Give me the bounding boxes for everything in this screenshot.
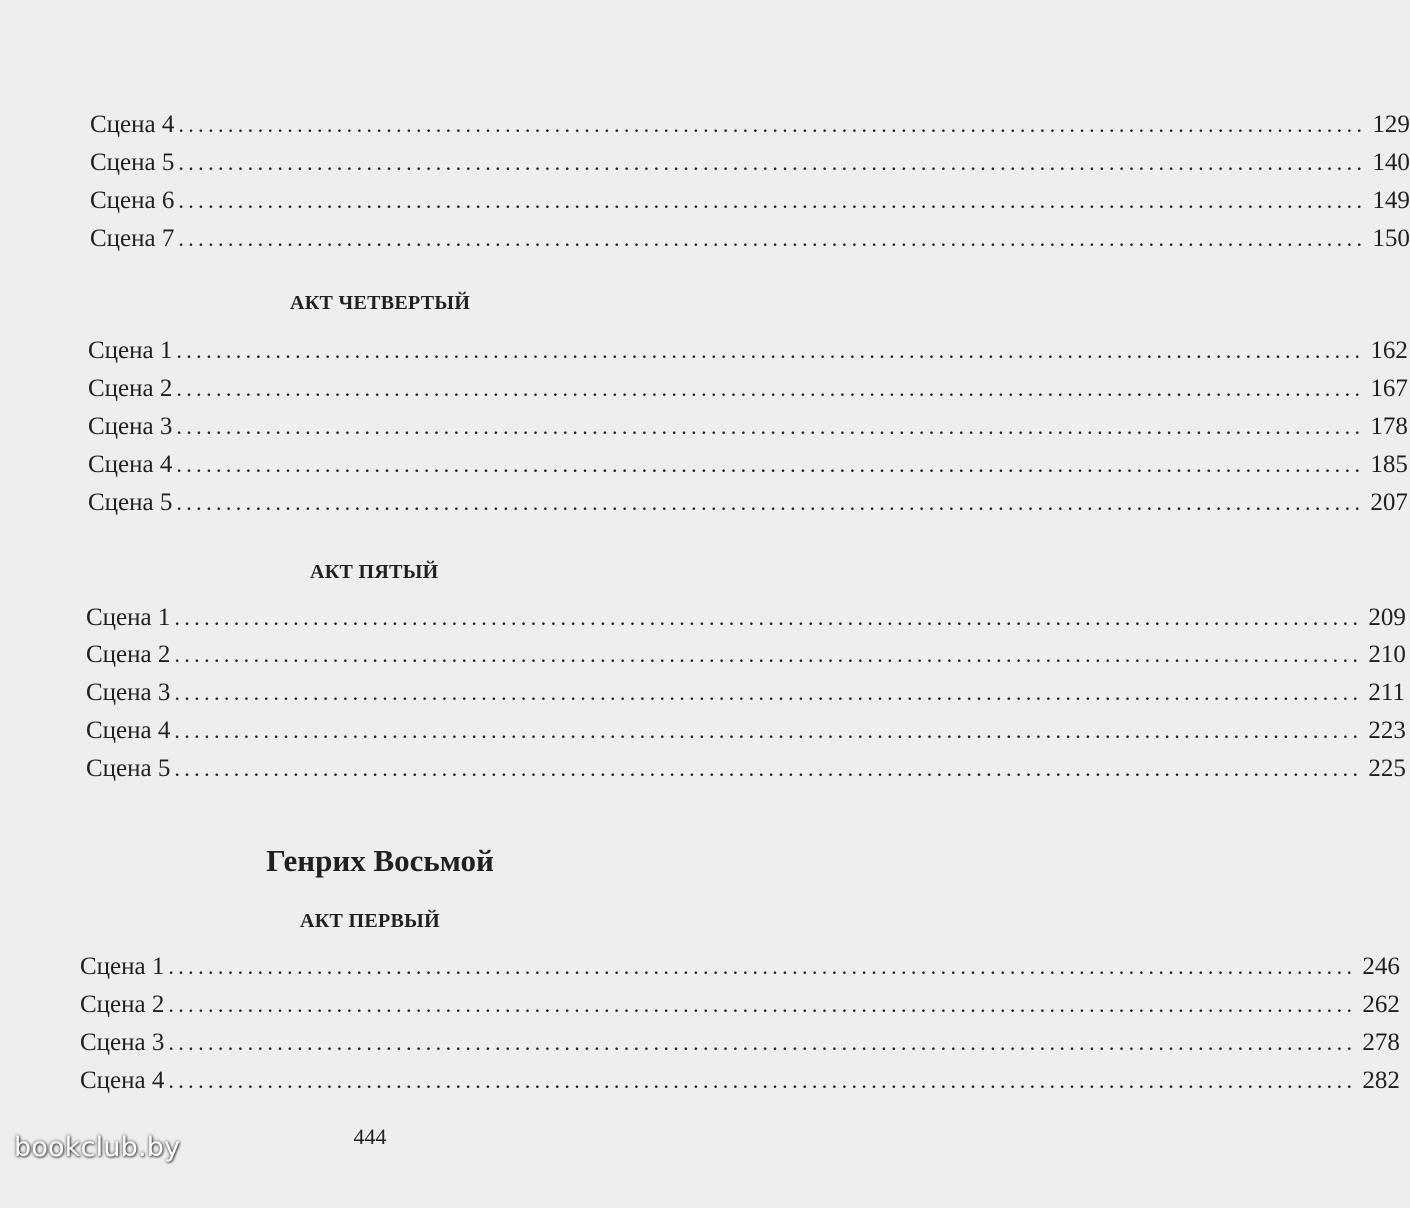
toc-entry — [90, 110, 1410, 140]
toc-leader-dots: ........................................................................................................................ — [174, 642, 1363, 667]
toc-leader-dots: ........................................................................................................................ — [176, 338, 1365, 363]
toc-entry-label: Сцена 2 — [86, 641, 171, 668]
toc-entry — [90, 186, 1410, 216]
toc-leader-dots: ........................................................................................................................ — [176, 414, 1365, 439]
toc-leader-dots: ........................................................................................................................ — [176, 376, 1365, 401]
toc-entry-label: Сцена 4 — [86, 717, 171, 744]
act-heading: АКТ ЧЕТВЕРТЫЙ — [290, 292, 471, 314]
toc-entry-page: 178 — [1370, 413, 1408, 440]
toc-entry-page: 162 — [1370, 337, 1408, 364]
toc-entry-label: Сцена 2 — [80, 991, 165, 1018]
toc-entry — [80, 1028, 1400, 1058]
toc-leader-dots: ........................................................................................................................ — [168, 1068, 1357, 1093]
act-heading: АКТ ПЕРВЫЙ — [300, 910, 440, 932]
toc-leader-dots: ........................................................................................................................ — [174, 680, 1363, 705]
toc-entry — [86, 716, 1406, 746]
toc-entry — [80, 952, 1400, 982]
toc-entry — [88, 412, 1408, 442]
toc-entry-label: Сцена 3 — [86, 679, 171, 706]
toc-entry-page: 150 — [1372, 225, 1410, 252]
toc-entry-label: Сцена 4 — [88, 451, 173, 478]
toc-entry-page: 211 — [1368, 679, 1405, 706]
toc-entry-label: Сцена 4 — [80, 1067, 165, 1094]
toc-leader-dots: ........................................................................................................................ — [176, 490, 1365, 515]
toc-entry-label: Сцена 3 — [88, 413, 173, 440]
toc-entry-page: 149 — [1372, 187, 1410, 214]
toc-leader-dots: ........................................................................................................................ — [168, 954, 1357, 979]
page-number: 444 — [353, 1124, 387, 1149]
toc-entry-label: Сцена 1 — [86, 604, 171, 631]
toc-entry — [90, 148, 1410, 178]
toc-entry-page: 185 — [1370, 451, 1408, 478]
toc-leader-dots: ........................................................................................................................ — [168, 1030, 1357, 1055]
toc-entry — [86, 678, 1405, 708]
toc-entry-page: 140 — [1372, 149, 1410, 176]
toc-leader-dots: ........................................................................................................................ — [174, 605, 1363, 630]
toc-entry — [88, 336, 1408, 366]
toc-entry — [88, 450, 1408, 480]
toc-entry — [86, 754, 1406, 784]
toc-entry-page: 223 — [1368, 717, 1406, 744]
act-heading: АКТ ПЯТЫЙ — [310, 561, 439, 583]
watermark-text: bookclub.by — [14, 1132, 181, 1163]
toc-leader-dots: ........................................................................................................................ — [178, 112, 1367, 137]
toc-entry-page: 278 — [1362, 1029, 1400, 1056]
toc-leader-dots: ........................................................................................................................ — [174, 718, 1363, 743]
toc-entry-label: Сцена 5 — [88, 489, 173, 516]
toc-entry — [80, 990, 1400, 1020]
toc-entry-page: 167 — [1370, 375, 1408, 402]
toc-entry-label: Сцена 7 — [90, 225, 175, 252]
toc-entry-label: Сцена 1 — [88, 337, 173, 364]
toc-entry — [86, 640, 1406, 670]
toc-entry — [80, 1066, 1400, 1096]
toc-entry — [90, 224, 1410, 254]
toc-entry-label: Сцена 3 — [80, 1029, 165, 1056]
toc-entry-label: Сцена 1 — [80, 953, 165, 980]
toc-entry-label: Сцена 4 — [90, 111, 175, 138]
toc-entry — [86, 603, 1406, 633]
toc-entry-label: Сцена 2 — [88, 375, 173, 402]
toc-entry — [88, 374, 1408, 404]
toc-entry-label: Сцена 5 — [90, 149, 175, 176]
toc-entry-page: 209 — [1368, 604, 1406, 631]
toc-entry-page: 207 — [1370, 489, 1408, 516]
toc-entry-page: 210 — [1368, 641, 1406, 668]
toc-entry — [88, 488, 1408, 518]
toc-leader-dots: ........................................................................................................................ — [176, 452, 1365, 477]
toc-entry-page: 282 — [1362, 1067, 1400, 1094]
toc-entry-label: Сцена 5 — [86, 755, 171, 782]
toc-entry-page: 262 — [1362, 991, 1400, 1018]
play-title: Генрих Восьмой — [266, 843, 494, 878]
toc-entry-label: Сцена 6 — [90, 187, 175, 214]
toc-entry-page: 225 — [1368, 755, 1406, 782]
toc-entry-page: 129 — [1372, 111, 1410, 138]
toc-leader-dots: ........................................................................................................................ — [178, 188, 1367, 213]
toc-leader-dots: ........................................................................................................................ — [168, 992, 1357, 1017]
toc-leader-dots: ........................................................................................................................ — [178, 226, 1367, 251]
toc-entry-page: 246 — [1362, 953, 1400, 980]
toc-leader-dots: ........................................................................................................................ — [174, 756, 1363, 781]
toc-leader-dots: ........................................................................................................................ — [178, 150, 1367, 175]
